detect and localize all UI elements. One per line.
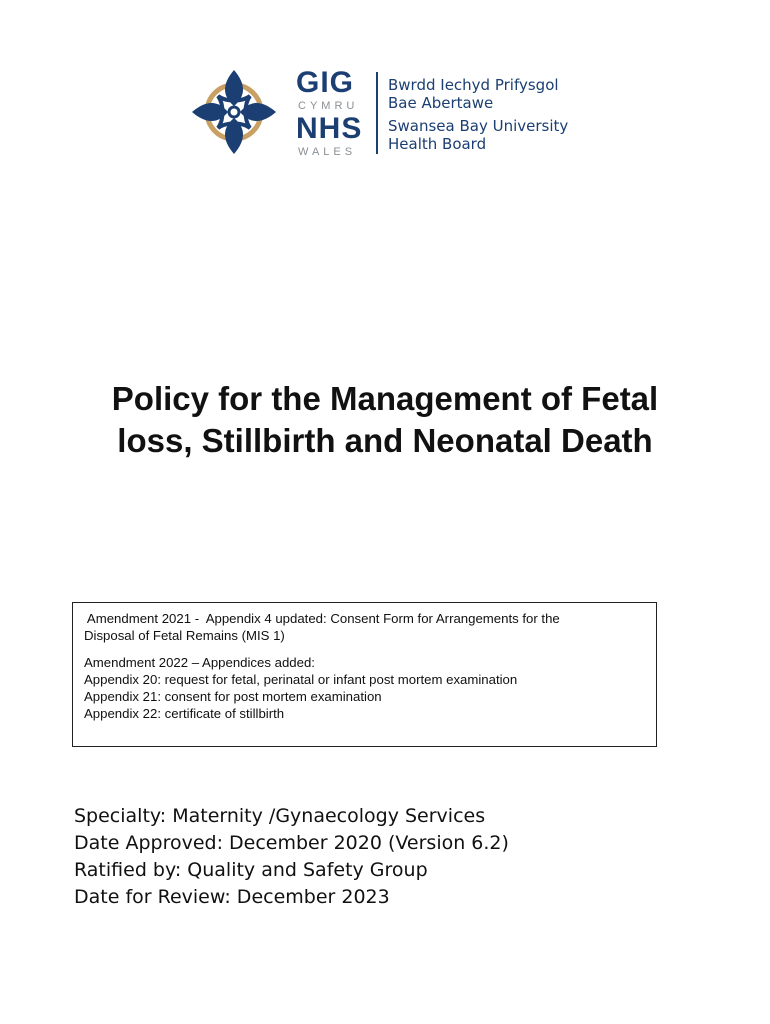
logo-nhs-text: NHS — [296, 112, 363, 145]
date-review-line: Date for Review: December 2023 — [74, 886, 390, 908]
amendment-appendix-20: Appendix 20: request for fetal, perinatal or infant post mortem examination — [84, 672, 518, 687]
health-board-logo — [188, 66, 588, 158]
specialty-line: Specialty: Maternity /Gynaecology Services — [74, 805, 486, 827]
board-name-english-line2: Health Board — [388, 135, 487, 153]
amendment-2021-line2: Disposal of Fetal Remains (MIS 1) — [84, 628, 285, 643]
amendment-2022-heading: Amendment 2022 – Appendices added: — [84, 655, 315, 670]
board-name-english-line1: Swansea Bay University — [388, 117, 569, 135]
amendment-2021-line1: Amendment 2021 - Appendix 4 updated: Consent Form for Arrangements for the — [84, 611, 560, 626]
document-metadata — [74, 803, 509, 911]
board-name-welsh-line1: Bwrdd Iechyd Prifysgol — [388, 76, 559, 94]
celtic-knot-emblem — [188, 66, 280, 158]
title-line-1: Policy for the Management of Fetal — [111, 380, 659, 417]
amendment-appendix-21: Appendix 21: consent for post mortem examination — [84, 689, 382, 704]
date-approved-line: Date Approved: December 2020 (Version 6.2) — [74, 832, 509, 854]
logo-cymru-text: CYMRU — [298, 100, 359, 112]
logo-gig-text: GIG — [296, 66, 355, 99]
amendments-box — [72, 602, 657, 747]
logo-divider — [376, 72, 378, 154]
logo-wales-text: WALES — [298, 146, 357, 158]
ratified-by-line: Ratified by: Quality and Safety Group — [74, 859, 428, 881]
board-name-welsh-line2: Bae Abertawe — [388, 94, 494, 112]
amendment-appendix-22: Appendix 22: certificate of stillbirth — [84, 706, 285, 721]
title-line-2: loss, Stillbirth and Neonatal Death — [117, 422, 653, 459]
document-title — [0, 378, 770, 462]
